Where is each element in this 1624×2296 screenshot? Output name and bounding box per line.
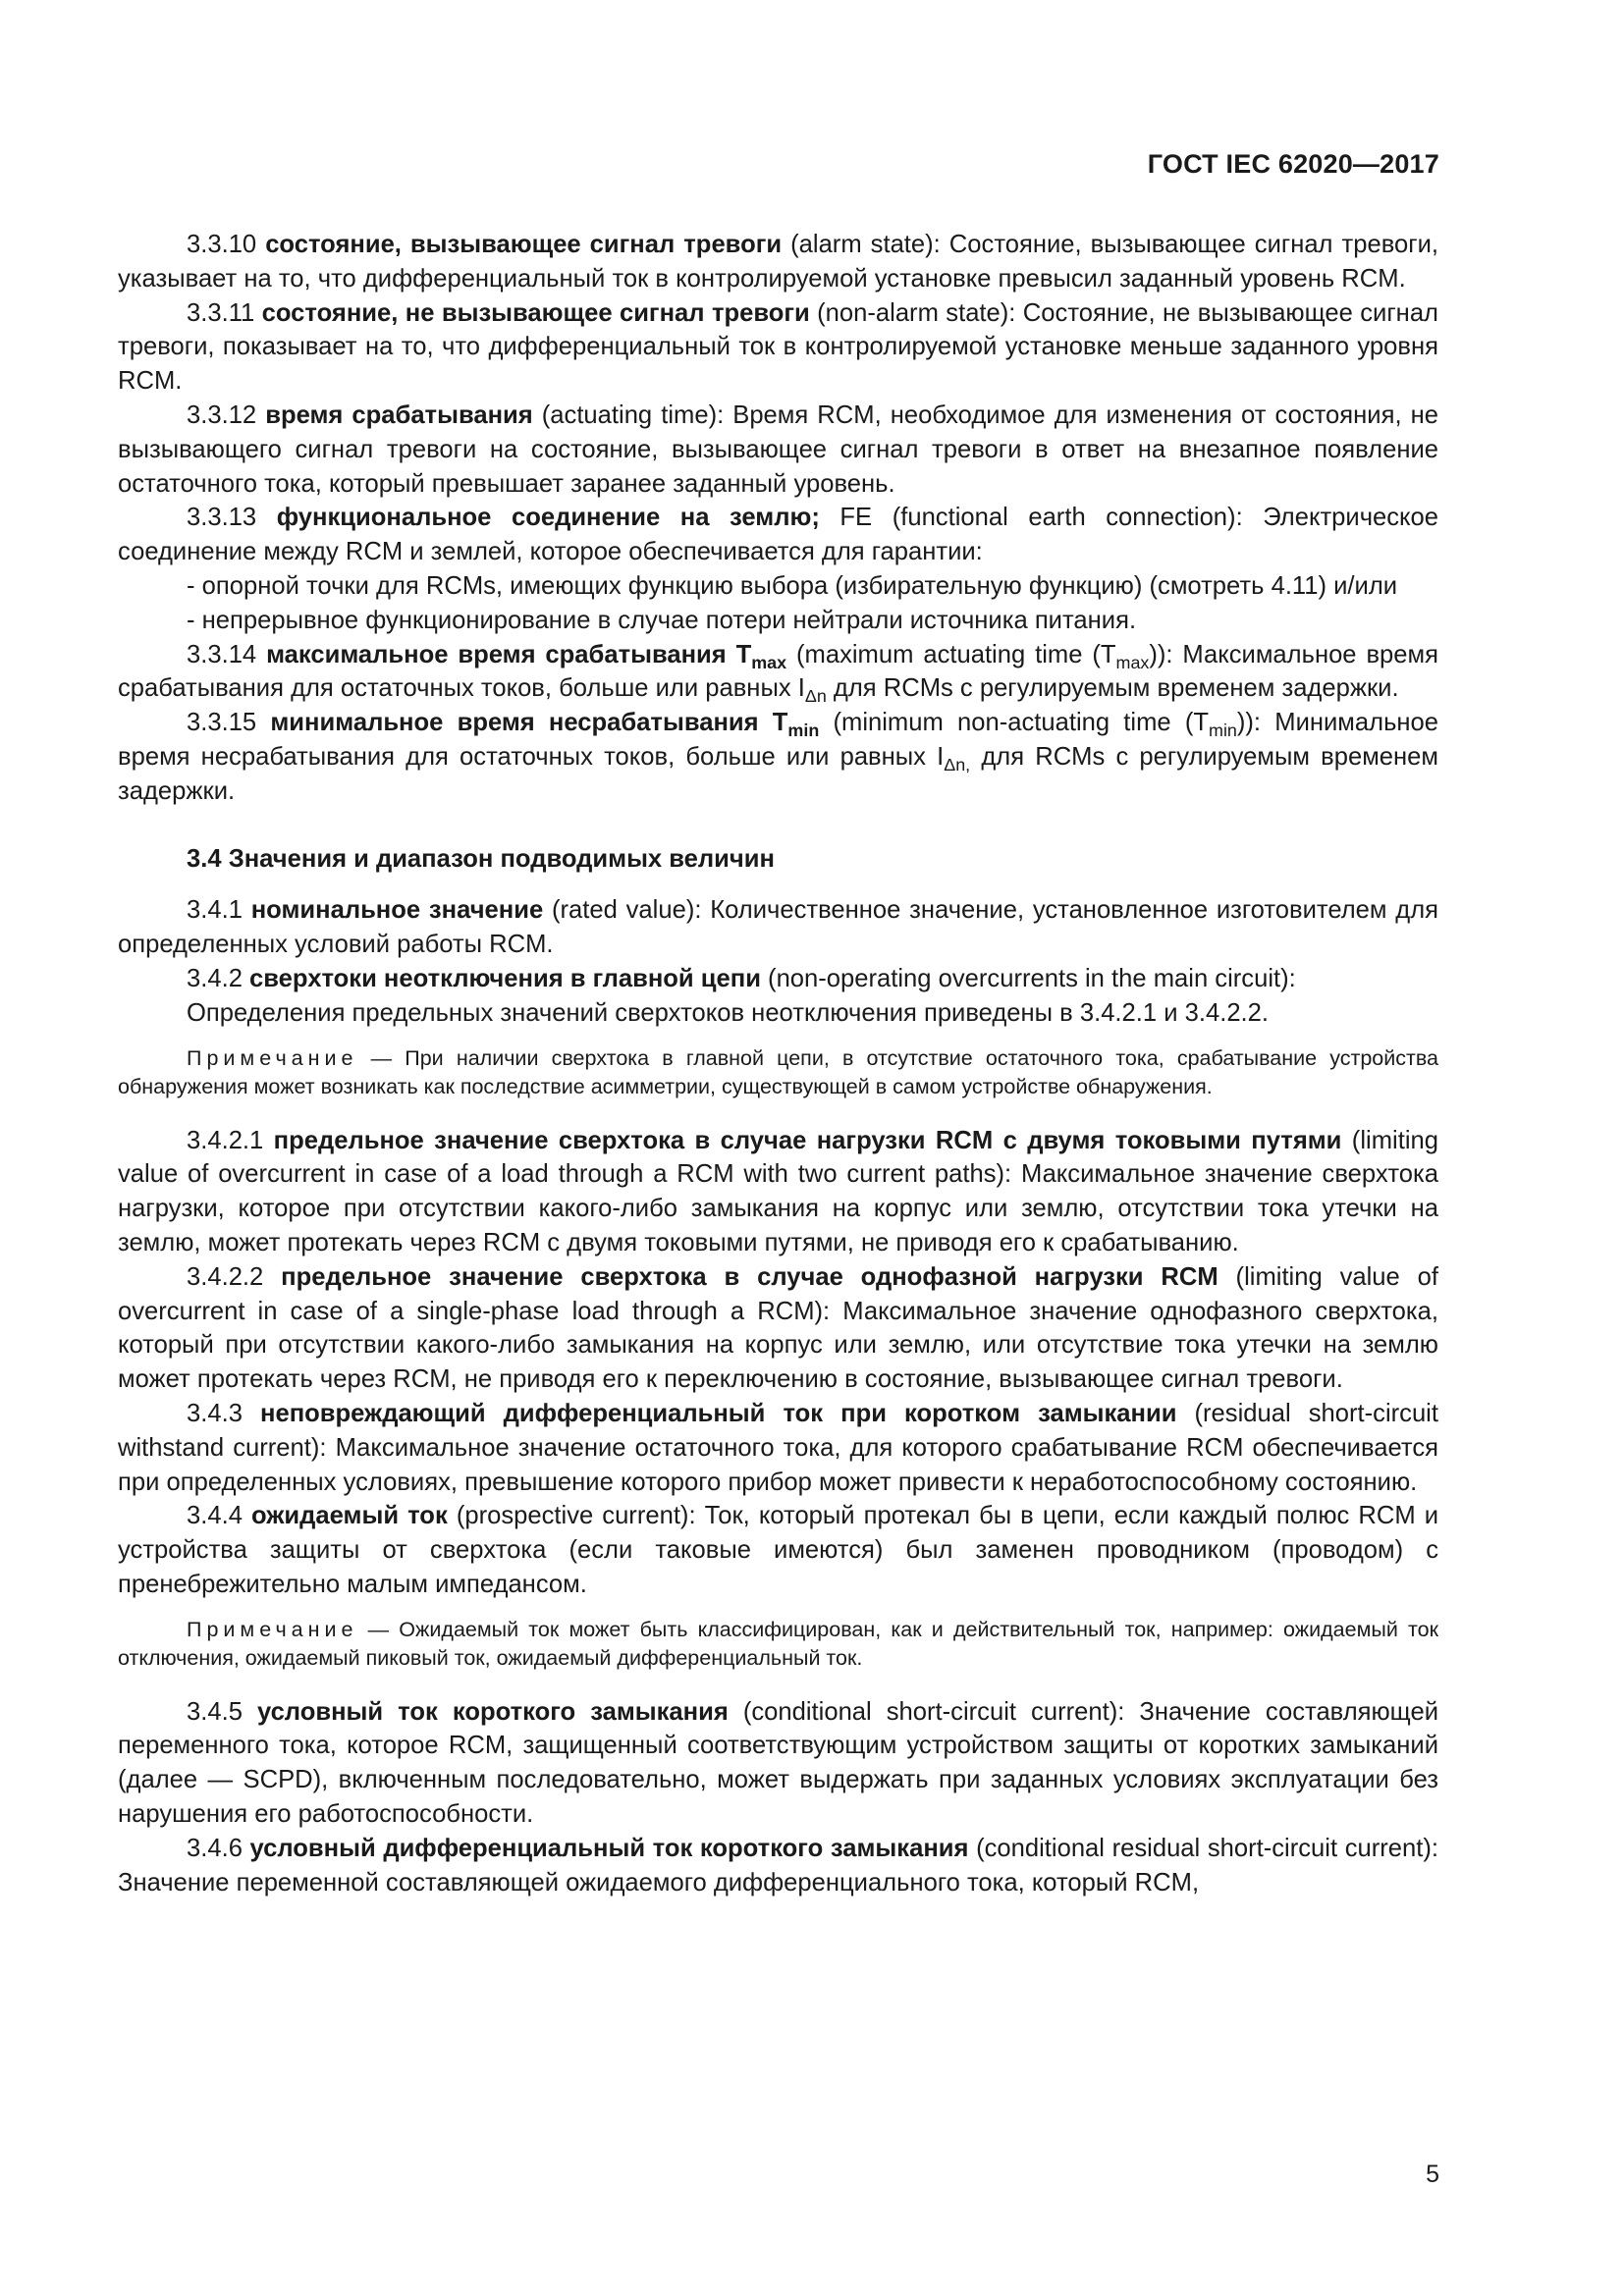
definition: (conditional short-circuit current): Значение составляющей переменного тока, которое RCM, защищенный соответствующим устройством защиты от коротких замыканий (далее — SCPD), включенным последовательно, может выдержать при заданных условиях эксплуатации без нарушения его работоспособности.: [118, 1697, 1438, 1829]
paragraph-3-3-14: [118, 638, 1438, 707]
term: условный ток короткого замыкания: [256, 1697, 729, 1726]
clause-number: 3.3.11: [187, 298, 262, 327]
term: сверхтоки неотключения в главной цепи: [249, 964, 761, 992]
term-text: максимальное время срабатывания T: [266, 640, 752, 668]
paragraph-3-4-2: [118, 962, 1438, 996]
clause-number: 3.4.2.1: [187, 1126, 274, 1154]
clause-number: 3.4.2: [187, 964, 250, 992]
subscript-delta-n: Δn,: [944, 754, 971, 774]
section-heading-3-4: 3.4 Значения и диапазон подводимых величин: [187, 844, 775, 873]
paragraph-3-4-2-continued: Определения предельных значений сверхтоков неотключения приведены в 3.4.2.1 и 3.4.2.2.: [187, 998, 1270, 1027]
term: функциональное соединение на землю;: [276, 504, 820, 532]
definition: (non-alarm state): Состояние, не вызывающее сигнал тревоги, показывает на то, что дифференциальный ток в контролируемой установке меньше заданного уровня RCM.: [118, 298, 1438, 396]
paragraph-3-3-12: [118, 399, 1438, 501]
note-label: Примечание: [187, 1045, 358, 1070]
note-1: [118, 1044, 1438, 1102]
clause-number: 3.3.12: [187, 400, 266, 429]
paragraph-3-4-4: [118, 1499, 1438, 1601]
subscript-min: min: [1209, 721, 1237, 741]
term: [266, 640, 787, 672]
definition-part-2: )): Минимальное время несрабатывания для остаточных токов, больше или равных I: [118, 709, 1439, 771]
term: время срабатывания: [265, 400, 533, 429]
clause-number: 3.3.10: [187, 231, 266, 258]
paragraph-3-4-5: [118, 1695, 1438, 1832]
list-item-reference-point: - опорной точки для RCMs, имеющих функцию выбора (избирательную функцию) (смотреть 4.11) и/или: [187, 571, 1398, 600]
paragraph-3-4-2-1: [118, 1124, 1438, 1260]
definition: FE (functional earth connection): Электрическое соединение между RCM и землей, которое обеспечивается для гарантии:: [118, 504, 1439, 566]
document-id-header: ГОСТ IEC 62020—2017: [1147, 149, 1439, 179]
clause-number: 3.4.6: [187, 1834, 250, 1862]
clause-number: 3.4.1: [187, 896, 251, 925]
clause-number: 3.4.4: [187, 1502, 251, 1530]
subscript-max: max: [1115, 652, 1150, 672]
page-number: 5: [1426, 2161, 1439, 2188]
term: предельное значение сверхтока в случае нагрузки RCM с двумя токовыми путями: [273, 1126, 1342, 1154]
definition: (non-operating overcurrents in the main circuit):: [760, 964, 1296, 992]
definition: (limiting value of overcurrent in case of a single-phase load through a RCM): Максимальное значение однофазного сверхтока, который при отсутствии какого-либо замыкания на корпус или землю, или отсутствие тока утечки на землю может протекать через RCM, не приводя его к переключению в состояние, вызывающее сигнал тревоги.: [118, 1262, 1439, 1394]
definition: (actuating time): Время RCM, необходимое для изменения от состояния, не вызывающего сигнал тревоги на состояние, вызывающее сигнал тревоги в ответ на внезапное появление остаточного тока, который превышает заранее заданный уровень.: [118, 400, 1438, 498]
term-subscript: max: [751, 652, 787, 672]
definition-part-1: (maximum actuating time (T: [786, 640, 1116, 668]
definition-part-2: )): Максимальное время срабатывания для остаточных токов, больше или равных I: [118, 640, 1438, 703]
definition: (alarm state): Состояние, вызывающее сигнал тревоги, указывает на то, что дифференциальный ток в контролируемой установке превысил заданный уровень RCM.: [118, 231, 1438, 293]
note-text: — При наличии сверхтока в главной цепи, в отсутствие остаточного тока, срабатывание устройства обнаружения может возникать как последствие асимметрии, существующей в самом устройстве обнаружения.: [118, 1045, 1438, 1099]
term: условный дифференциальный ток короткого замыкания: [249, 1834, 969, 1862]
term: предельное значение сверхтока в случае однофазной нагрузки RCM: [281, 1262, 1218, 1291]
paragraph-3-4-1: [118, 893, 1438, 962]
paragraph-3-3-10: [118, 228, 1438, 296]
paragraph-3-3-15: [118, 706, 1438, 808]
term: ожидаемый ток: [250, 1502, 448, 1530]
term: состояние, не вызывающее сигнал тревоги: [261, 298, 810, 327]
paragraph-3-3-13: [118, 501, 1438, 569]
term: [270, 709, 820, 741]
list-item-continuous-operation: - непрерывное функционирование в случае потери нейтрали источника питания.: [187, 606, 1137, 634]
term-text: минимальное время несрабатывания T: [270, 709, 788, 737]
note-2: [118, 1616, 1438, 1674]
note-label: Примечание: [187, 1617, 358, 1641]
document-body: [118, 228, 1438, 1899]
definition-part-1: (minimum non-actuating time (T: [819, 709, 1210, 737]
clause-number: 3.3.15: [187, 709, 271, 737]
paragraph-3-3-11: [118, 296, 1438, 399]
term: номинальное значение: [250, 896, 544, 925]
definition: (prospective current): Ток, который протекал бы в цепи, если каждый полюс RCM и устройства защиты от сверхтока (если таковые имеются) был заменен проводником (проводом) с пренебрежительно малым импедансом.: [118, 1502, 1439, 1598]
clause-number: 3.3.13: [187, 504, 277, 532]
definition: (rated value): Количественное значение, установленное изготовителем для определенных условий работы RCM.: [118, 896, 1438, 959]
clause-number: 3.4.2.2: [187, 1262, 282, 1291]
definition-part-3: для RCMs с регулируемым временем задержки.: [826, 674, 1399, 703]
definition: (limiting value of overcurrent in case of a load through a RCM with two current paths): Максимальное значение сверхтока нагрузки, которое при отсутствии какого-либо замыкания на корпус или землю, отсутствии тока утечки на землю, может протекать через RCM с двумя токовыми путями, не приводя его к срабатыванию.: [118, 1126, 1438, 1256]
definition: (residual short-circuit withstand current): Максимальное значение остаточного тока, для которого срабатывание RCM обеспечивается при определенных условиях, превышение которого прибор может привести к неработоспособному состоянию.: [118, 1399, 1438, 1496]
clause-number: 3.3.14: [187, 640, 267, 668]
term: неповреждающий дифференциальный ток при коротком замыкании: [260, 1399, 1177, 1427]
clause-number: 3.4.3: [187, 1399, 260, 1427]
definition-part-3: для RCMs с регулируемым временем задержки.: [118, 742, 1438, 805]
paragraph-3-4-2-2: [118, 1260, 1438, 1397]
paragraph-3-4-6: [118, 1832, 1438, 1900]
note-text: — Ожидаемый ток может быть классифицирован, как и действительный ток, например: ожидаемый ток отключения, ожидаемый пиковый ток, ожидаемый дифференциальный ток.: [118, 1617, 1438, 1671]
term: состояние, вызывающее сигнал тревоги: [265, 231, 783, 258]
paragraph-3-4-3: [118, 1397, 1438, 1499]
subscript-delta-n: Δn: [804, 686, 827, 707]
clause-number: 3.4.5: [187, 1697, 257, 1726]
definition: (conditional residual short-circuit current): Значение переменной составляющей ожидаемого дифференциального тока, который RCM,: [118, 1834, 1438, 1896]
term-subscript: min: [787, 721, 820, 741]
